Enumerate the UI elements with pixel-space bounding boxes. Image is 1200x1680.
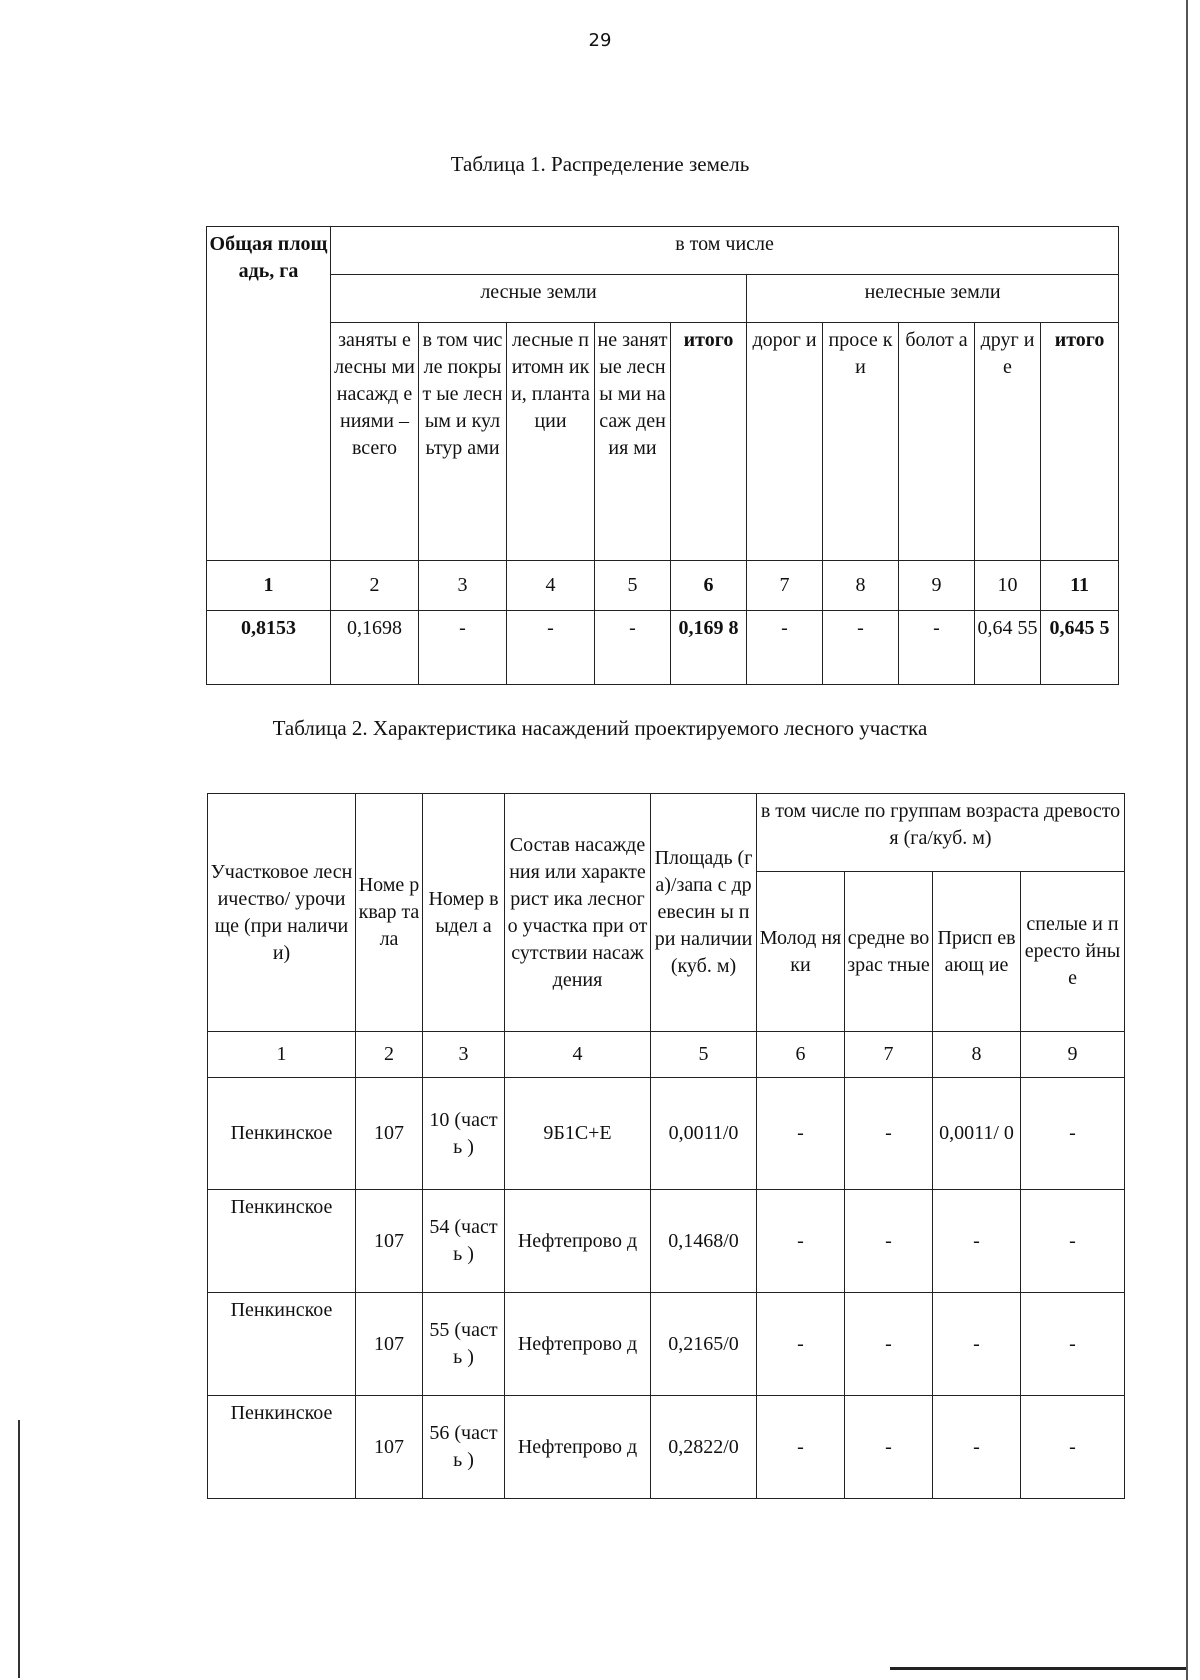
column-number: 2 — [356, 1032, 423, 1078]
col-header: в том числе покрыт ые лесным и культур ами — [419, 323, 507, 561]
header-young: Молод няки — [757, 872, 845, 1032]
data-cell: 107 — [356, 1396, 423, 1499]
data-cell: - — [595, 611, 671, 685]
column-number: 4 — [505, 1032, 651, 1078]
data-cell: 0,2165/0 — [651, 1293, 757, 1396]
header-maturing: Присп евающ ие — [933, 872, 1021, 1032]
data-cell: - — [899, 611, 975, 685]
header-area: Площадь (га)/запа с древесин ы при наличии (куб. м) — [651, 794, 757, 1032]
col-header: итого — [1041, 323, 1119, 561]
data-cell: - — [845, 1078, 933, 1190]
data-cell: - — [507, 611, 595, 685]
col-header: лесные питомн ики, планта ции — [507, 323, 595, 561]
data-cell: Нефтепрово д — [505, 1396, 651, 1499]
header-composition: Состав насаждения или характерист ика лесного участка при отсутствии насаждения — [505, 794, 651, 1032]
data-cell: 9Б1С+Е — [505, 1078, 651, 1190]
header-forestry: Участковое лесничество/ урочище (при наличии) — [208, 794, 356, 1032]
data-cell: 55 (часть ) — [423, 1293, 505, 1396]
data-cell: - — [757, 1078, 845, 1190]
data-cell: 0,0011/ 0 — [933, 1078, 1021, 1190]
page-number: 29 — [588, 30, 612, 51]
data-cell: 0,169 8 — [671, 611, 747, 685]
data-cell: - — [933, 1396, 1021, 1499]
column-number: 1 — [208, 1032, 356, 1078]
data-cell: 107 — [356, 1293, 423, 1396]
data-cell: - — [757, 1190, 845, 1293]
header-including: в том числе — [331, 227, 1119, 275]
data-cell: - — [933, 1190, 1021, 1293]
column-number: 11 — [1041, 561, 1119, 611]
data-cell: - — [845, 1293, 933, 1396]
col-header: не занят ые лесны ми насаж дения ми — [595, 323, 671, 561]
data-cell: 56 (часть ) — [423, 1396, 505, 1499]
data-cell: 10 (часть ) — [423, 1078, 505, 1190]
header-total-area: Общая площадь, га — [207, 227, 331, 561]
data-cell: Пенкинское — [208, 1078, 356, 1190]
column-number: 7 — [747, 561, 823, 611]
column-number: 9 — [1021, 1032, 1125, 1078]
data-cell: Нефтепрово д — [505, 1293, 651, 1396]
data-cell: Пенкинское — [208, 1396, 356, 1499]
land-distribution-table — [206, 226, 1119, 685]
data-cell: - — [419, 611, 507, 685]
column-number: 8 — [933, 1032, 1021, 1078]
data-cell: 0,64 55 — [975, 611, 1041, 685]
data-cell: - — [845, 1190, 933, 1293]
column-number: 8 — [823, 561, 899, 611]
data-cell: 0,1698 — [331, 611, 419, 685]
scan-edge-line — [1186, 0, 1188, 1680]
column-number: 9 — [899, 561, 975, 611]
header-quarter: Номе р квар тала — [356, 794, 423, 1032]
data-cell: - — [1021, 1078, 1125, 1190]
col-header: друг ие — [975, 323, 1041, 561]
data-cell: 0,8153 — [207, 611, 331, 685]
col-header: заняты е лесны ми насажд ениями – всего — [331, 323, 419, 561]
column-number: 3 — [423, 1032, 505, 1078]
data-cell: - — [757, 1396, 845, 1499]
header-middle-aged: средне возрас тные — [845, 872, 933, 1032]
data-cell: - — [1021, 1190, 1125, 1293]
data-cell: 0,2822/0 — [651, 1396, 757, 1499]
header-age-groups: в том числе по группам возраста древостоя (га/куб. м) — [757, 794, 1125, 872]
header-plot: Номер выдел а — [423, 794, 505, 1032]
data-cell: 107 — [356, 1190, 423, 1293]
data-cell: - — [1021, 1396, 1125, 1499]
table-row — [208, 1190, 1125, 1293]
column-number: 3 — [419, 561, 507, 611]
data-cell: 107 — [356, 1078, 423, 1190]
column-number: 5 — [595, 561, 671, 611]
data-cell: Нефтепрово д — [505, 1190, 651, 1293]
data-cell: 0,1468/0 — [651, 1190, 757, 1293]
column-number: 2 — [331, 561, 419, 611]
data-cell: - — [747, 611, 823, 685]
header-nonforest-lands: нелесные земли — [747, 275, 1119, 323]
data-cell: Пенкинское — [208, 1190, 356, 1293]
stand-characteristics-table — [207, 793, 1125, 1499]
data-cell: Пенкинское — [208, 1293, 356, 1396]
column-number: 4 — [507, 561, 595, 611]
column-number: 5 — [651, 1032, 757, 1078]
header-mature: спелые и пересто йные — [1021, 872, 1125, 1032]
column-number: 10 — [975, 561, 1041, 611]
data-cell: 0,645 5 — [1041, 611, 1119, 685]
col-header: итого — [671, 323, 747, 561]
column-number: 1 — [207, 561, 331, 611]
scan-edge-line — [890, 1667, 1186, 1670]
column-number: 6 — [757, 1032, 845, 1078]
data-cell: - — [845, 1396, 933, 1499]
table-row — [208, 1396, 1125, 1499]
scan-edge-line — [18, 1420, 20, 1678]
data-cell: - — [933, 1293, 1021, 1396]
col-header: дорог и — [747, 323, 823, 561]
table-row — [208, 1078, 1125, 1190]
col-header: просе ки — [823, 323, 899, 561]
data-cell: - — [757, 1293, 845, 1396]
col-header: болот а — [899, 323, 975, 561]
column-number: 7 — [845, 1032, 933, 1078]
data-cell: 54 (часть ) — [423, 1190, 505, 1293]
data-cell: 0,0011/0 — [651, 1078, 757, 1190]
table-row — [208, 1293, 1125, 1396]
header-forest-lands: лесные земли — [331, 275, 747, 323]
column-number: 6 — [671, 561, 747, 611]
table1-caption: Таблица 1. Распределение земель — [450, 152, 750, 176]
data-cell: - — [823, 611, 899, 685]
table2-caption: Таблица 2. Характеристика насаждений проектируемого лесного участка — [272, 716, 928, 740]
data-cell: - — [1021, 1293, 1125, 1396]
